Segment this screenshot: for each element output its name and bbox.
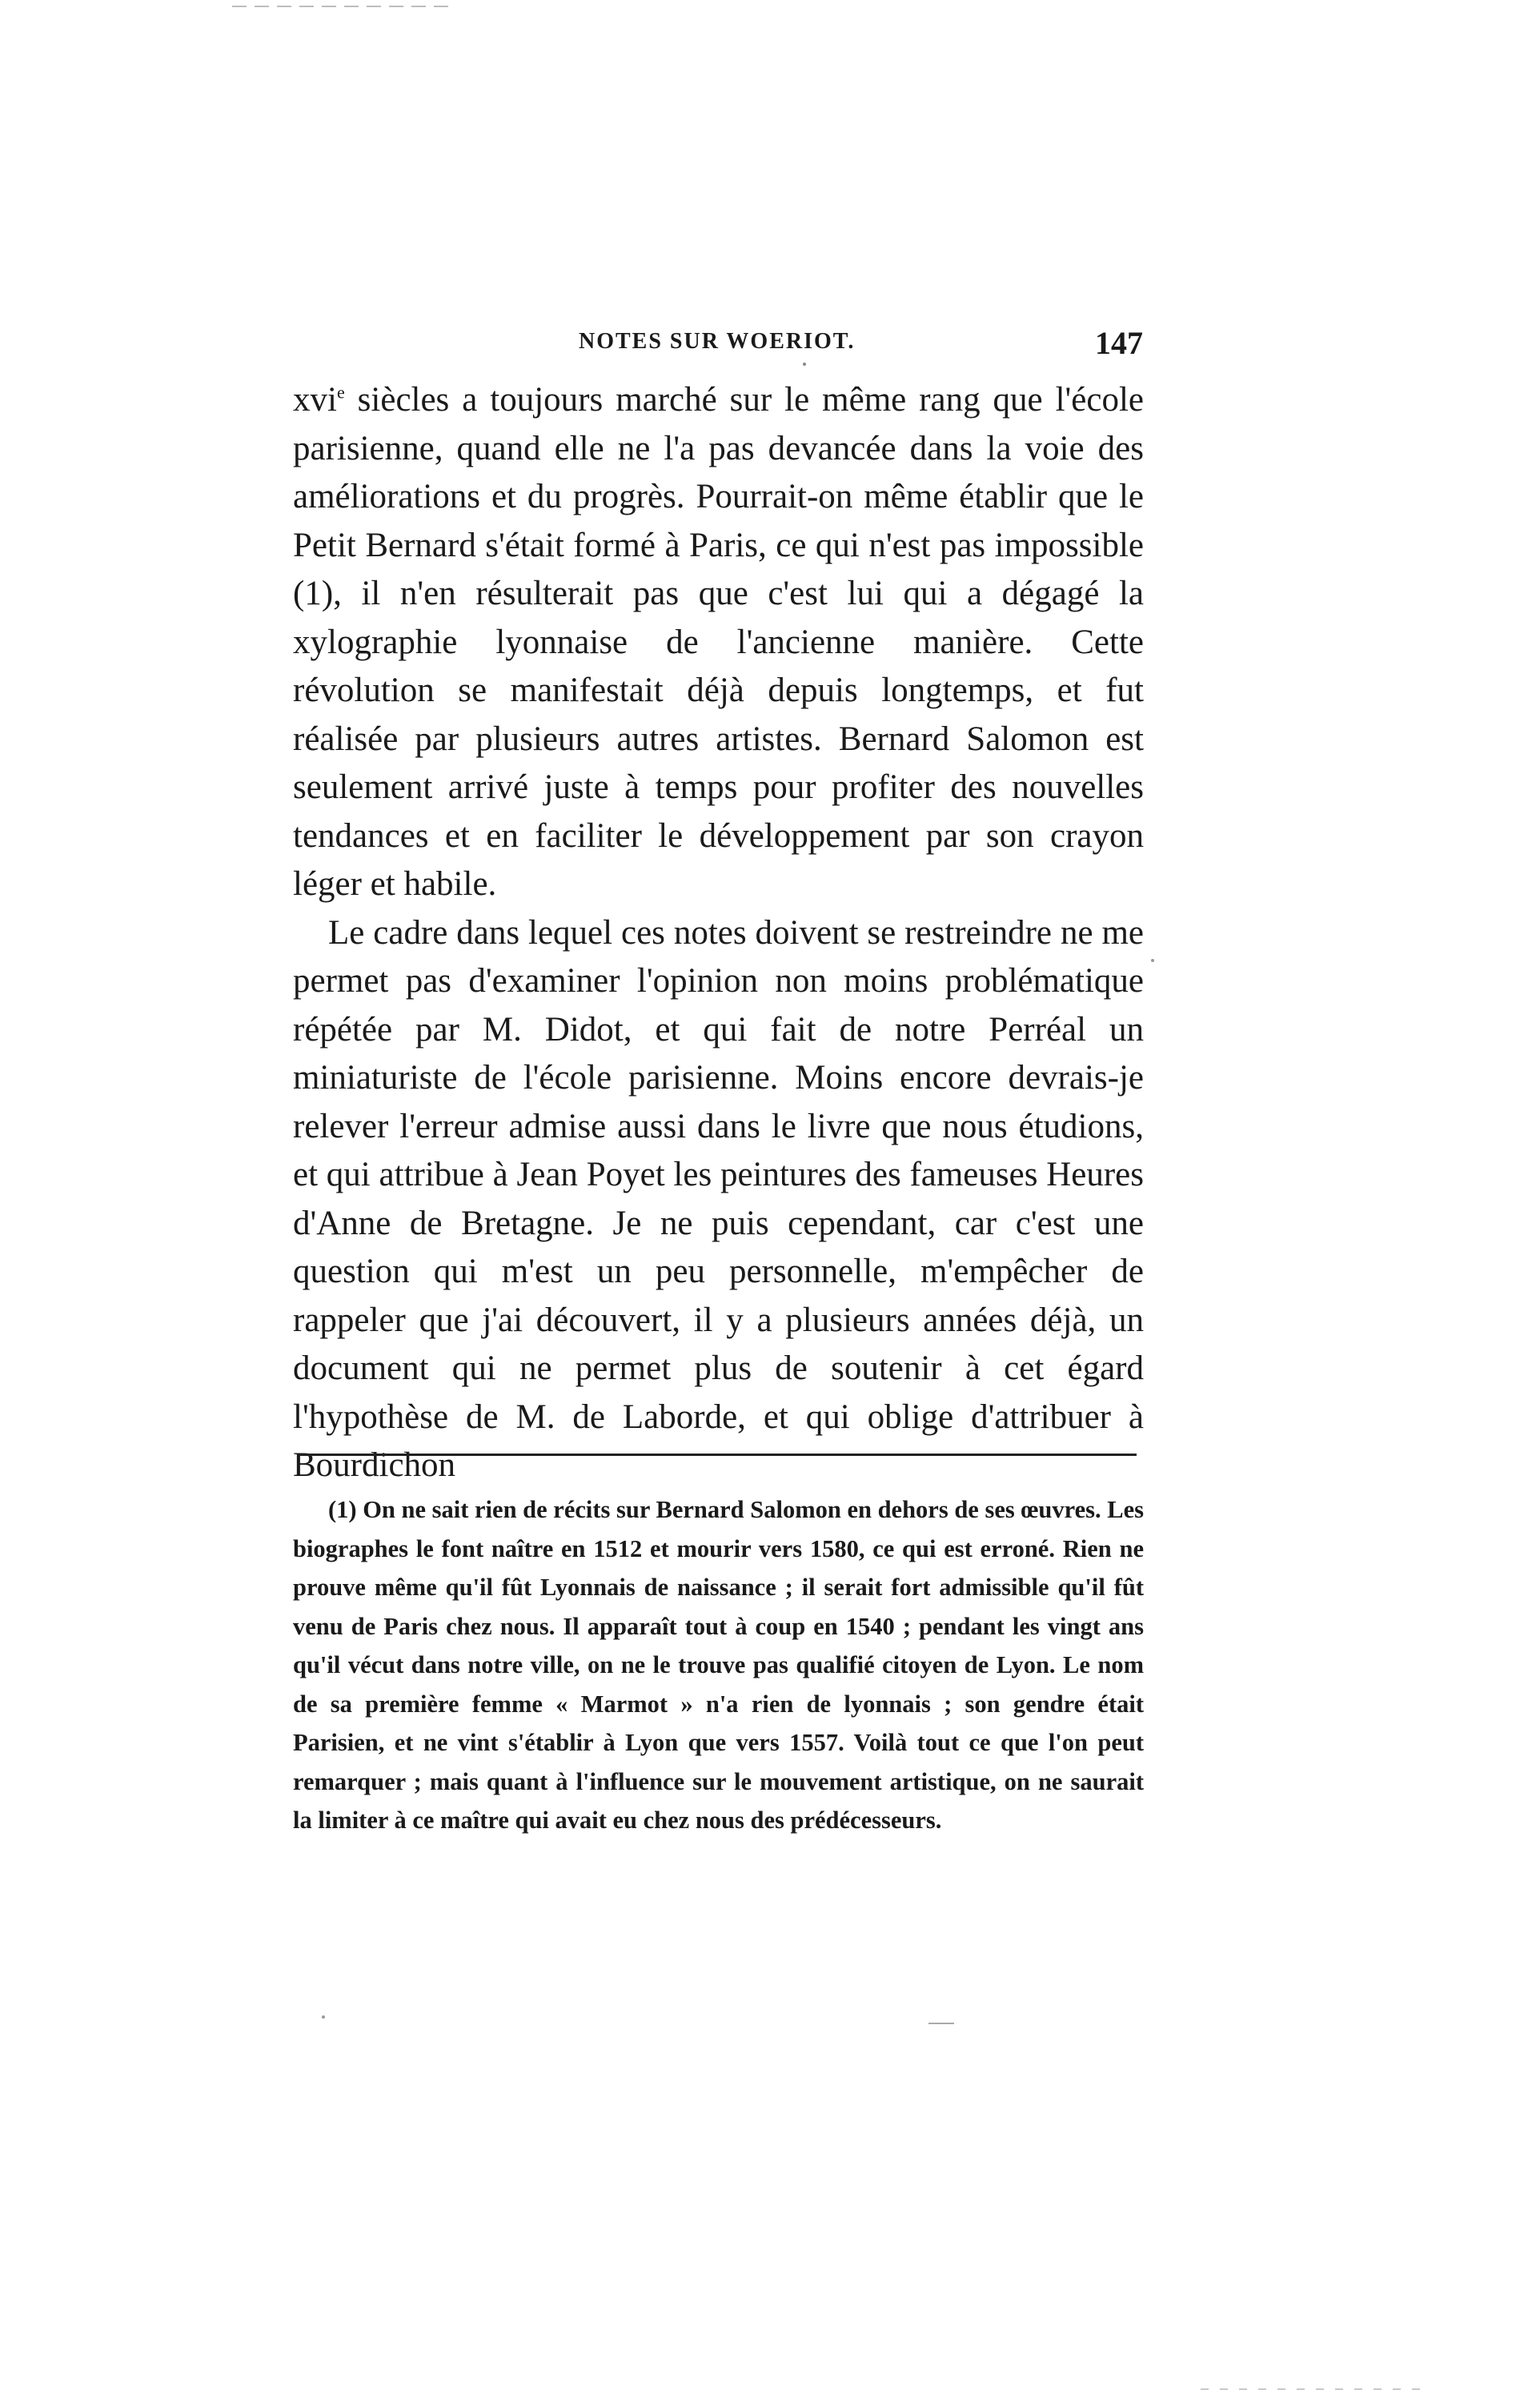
footnote — [293, 1490, 1144, 1840]
paragraph-2: Le cadre dans lequel ces notes doivent se restreindre ne me permet pas d'examiner l'opinion non moins problématique répétée par M. Didot, et qui fait de notre Perréal un miniaturiste de l'école parisienne. Moins encore devrais-je relever l'erreur admise aussi dans le livre que nous étudions, et qui attribue à Jean Poyet les peintures des fameuses Heures d'Anne de Bretagne. Je ne puis cependant, car c'est une question qui m'est un peu personnelle, m'empêcher de rappeler que j'ai découvert, il y a plusieurs années déjà, un document qui ne permet plus de soutenir à cet égard l'hypothèse de M. de Laborde, et qui oblige d'attribuer à Bourdichon — [293, 913, 1144, 1484]
page-number: 147 — [1095, 325, 1143, 361]
footnote-rule — [299, 1454, 1137, 1456]
running-head — [295, 324, 1143, 372]
footnote-text: (1) On ne sait rien de récits sur Bernard Salomon en dehors de ses œuvres. Les biographes le font naître en 1512 et mourir vers 1580, ce qui est erroné. Rien ne prouve même qu'il fût Lyonnais de naissance ; il serait fort admissible qu'il fût venu de Paris chez nous. Il apparaît tout à coup en 1540 ; pendant les vingt ans qu'il vécut dans notre ville, on ne le trouve pas qualifié citoyen de Lyon. Le nom de sa première femme « Marmot » n'a rien de lyonnais ; son gendre était Parisien, et ne vint s'établir à Lyon que vers 1557. Voilà tout ce que l'on peut remarquer ; mais quant à l'influence sur le mouvement artistique, on ne saurait la limiter à ce maître qui avait eu chez nous des prédécesseurs. — [293, 1496, 1144, 1834]
speck — [322, 2015, 325, 2019]
paragraph-1-text: siècles a toujours marché sur le même rang que l'école parisienne, quand elle ne l'a pas devancée dans la voie des améliorations et du progrès. Pourrait-on même établir que le Petit Bernard s'était formé à Paris, ce qui n'est pas impossible (1), il n'en résulterait pas que c'est lui qui a dégagé la xylographie lyonnaise de l'ancienne manière. Cette révolution se manifestait déjà depuis longtemps, et fut réalisée par plusieurs autres artistes. Bernard Salomon est seulement arrivé juste à temps pour profiter des nouvelles tendances et en faciliter le développement par son crayon léger et habile. — [293, 381, 1144, 903]
paragraph-1 — [293, 376, 1144, 909]
paragraph-1-superscript: e — [336, 382, 345, 403]
speck — [1151, 959, 1154, 962]
paragraph-1-lead: xvi — [293, 381, 337, 419]
main-text — [293, 376, 1144, 1490]
running-title: NOTES SUR WOERIOT. — [579, 329, 856, 354]
